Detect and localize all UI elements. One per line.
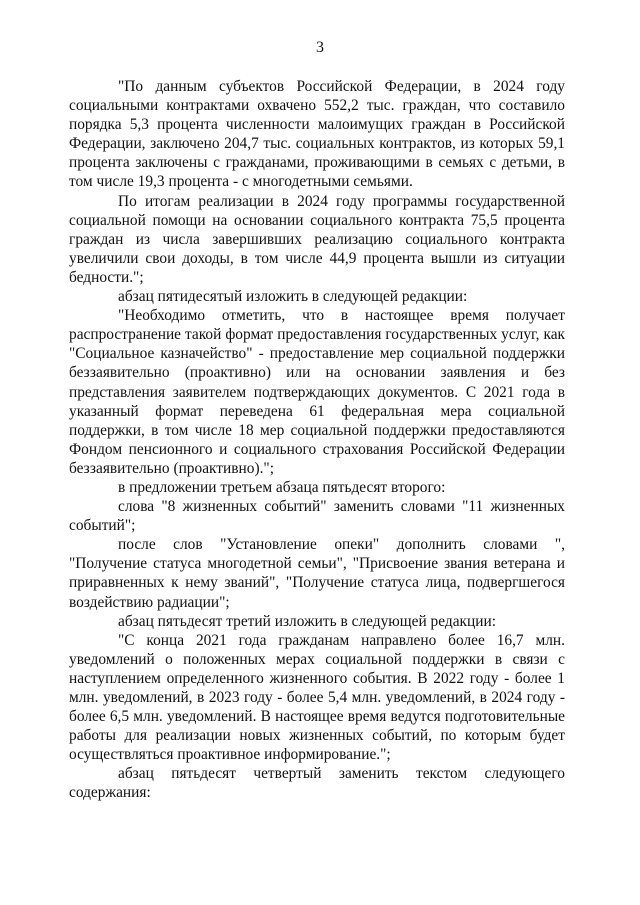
page-number: 3 bbox=[316, 39, 324, 56]
paragraph: после слов "Установление опеки" дополнить словами ", "Получение статуса многодетной семьи", "Присвоение звания ветерана и приравненных к нему званий", "Получение статуса лица, подвергшегося воздействию радиации"; bbox=[69, 536, 565, 611]
paragraph: в предложении третьем абзаца пятьдесят второго: bbox=[118, 478, 446, 496]
paragraph: абзац пятьдесят третий изложить в следующей редакции: bbox=[118, 612, 496, 630]
paragraph: "По данным субъектов Российской Федерации, в 2024 году социальными контрактами охвачено 552,2 тыс. граждан, что составило порядка 5,3 процента численности малоимущих граждан в Российской Федерации, заключено 204,7 тыс. социальных контрактов, из которых 59,1 процента заключены с гражданами, проживающими в семьях с детьми, в том числе 19,3 процента - с многодетными семьями. bbox=[69, 78, 565, 191]
paragraph: "Необходимо отметить, что в настоящее время получает распространение такой формат предоставления государственных услуг, как "Социальное казначейство" - предоставление мер социальной поддержки беззаявительно (проактивно) или на основании заявления и без представления заявителем подтверждающих документов. С 2021 года в указанный формат переведена 61 федеральная мера социальной поддержки, в том числе 18 мер социальной поддержки предоставляются Фондом пенсионного и социального страхования Российской Федерации беззаявительно (проактивно)."; bbox=[69, 307, 565, 477]
paragraph: "С конца 2021 года гражданам направлено более 16,7 млн. уведомлений о положенных мерах социальной поддержки в связи с наступлением определенного жизненного события. В 2022 году - более 1 млн. уведомлений, в 2023 году - более 5,4 млн. уведомлений, в 2024 году - более 6,5 млн. уведомлений. В настоящее время ведутся подготовительные работы для реализации новых жизненных событий, по которым будет осуществляться проактивное информирование."; bbox=[69, 631, 565, 764]
paragraph: слова "8 жизненных событий" заменить словами "11 жизненных событий"; bbox=[69, 498, 565, 535]
document-body bbox=[69, 77, 565, 803]
paragraph: абзац пятидесятый изложить в следующей редакции: bbox=[118, 288, 468, 306]
paragraph: По итогам реализации в 2024 году программы государственной социальной помощи на основании социального контракта 75,5 процента граждан из числа завершивших реализацию социального контракта увеличили свои доходы, в том числе 44,9 процента вышли из ситуации бедности."; bbox=[69, 192, 565, 286]
paragraph: абзац пятьдесят четвертый заменить текстом следующего содержания: bbox=[69, 765, 565, 802]
